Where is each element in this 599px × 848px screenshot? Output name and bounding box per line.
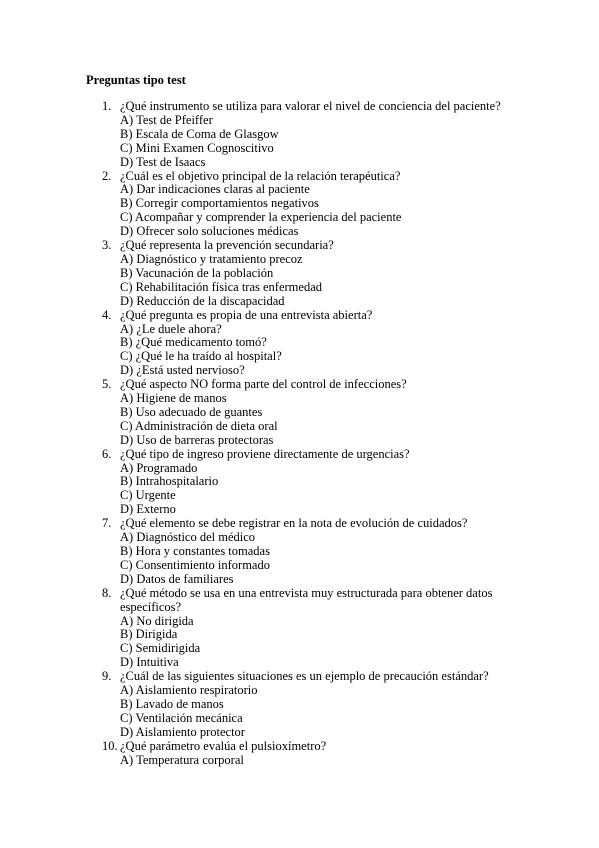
question-number: 6. [102,446,112,461]
option-b: B) Corregir comportamientos negativos [120,196,319,211]
option-b: B) Escala de Coma de Glasgow [120,126,279,141]
question-text: ¿Qué pregunta es propia de una entrevista abierta? [120,307,373,322]
question-number: 5. [102,377,112,392]
option-c: C) Rehabilitación física tras enfermedad [120,279,323,294]
option-b: B) Uso adecuado de guantes [120,404,263,419]
option-a: A) Diagnóstico del médico [120,530,256,545]
option-b: B) Lavado de manos [120,696,224,711]
option-d: D) Uso de barreras protectoras [120,432,274,447]
question-number: 2. [102,168,112,183]
question-number: 3. [102,238,112,253]
option-a: A) No dirigida [120,613,194,628]
option-d: D) Datos de familiares [120,571,234,586]
question-stem [102,100,542,114]
question-text: ¿Qué elemento se debe registrar en la nota de evolución de cuidados? [120,516,468,531]
option-a: A) Temperatura corporal [120,752,244,767]
question-number: 8. [102,585,112,600]
option-c: C) ¿Qué le ha traído al hospital? [120,349,282,364]
question-list [102,100,542,768]
question-text: ¿Qué aspecto NO forma parte del control de infecciones? [120,377,407,392]
question-stem [102,239,542,253]
option-b: B) Hora y constantes tomadas [120,544,270,558]
question-2 [102,170,542,240]
question-text: ¿Qué representa la prevención secundaria? [120,238,334,253]
question-number: 4. [102,307,112,322]
option-a: A) Dar indicaciones claras al paciente [120,182,310,197]
question-1 [102,100,542,170]
option-d: D) Ofrecer solo soluciones médicas [120,224,299,239]
option-c: C) Urgente [120,488,176,503]
option-c: C) Acompañar y comprender la experiencia del paciente [120,210,402,225]
question-9 [102,670,542,740]
option-a: A) Higiene de manos [120,391,227,406]
option-d: D) Intuitiva [120,655,179,670]
question-5 [102,378,542,448]
option-c: C) Administración de dieta oral [120,418,278,433]
question-number: 7. [102,516,112,531]
question-stem [102,170,542,184]
question-stem [102,740,542,754]
question-stem [102,670,542,684]
question-text: ¿Qué método se usa en una entrevista muy estructurada para obtener datos específicos? [120,585,493,614]
question-4 [102,309,542,379]
question-number: 9. [102,669,112,684]
question-text: ¿Qué tipo de ingreso proviene directamente de urgencias? [120,446,410,461]
question-number: 1. [102,99,112,113]
option-d: D) ¿Está usted nervioso? [120,363,245,378]
page-title: Preguntas tipo test [86,73,186,87]
option-c: C) Semidirigida [120,641,201,656]
question-6 [102,448,542,518]
option-a: A) Diagnóstico y tratamiento precoz [120,251,303,266]
option-b: B) ¿Qué medicamento tomó? [120,335,267,350]
question-text: ¿Cuál es el objetivo principal de la relación terapéutica? [120,168,401,183]
question-7 [102,517,542,587]
option-a: A) Aislamiento respiratorio [120,683,258,698]
question-stem [102,378,542,392]
question-stem [102,448,542,462]
question-stem [102,517,542,531]
question-number: 10. [102,738,118,753]
option-d: D) Externo [120,502,176,517]
option-d: D) Aislamiento protector [120,724,245,739]
option-b: B) Dirigida [120,627,178,642]
option-c: C) Mini Examen Cognoscitivo [120,140,274,155]
question-10 [102,740,542,768]
option-b: B) Intrahospitalario [120,474,219,489]
question-text: ¿Cuál de las siguientes situaciones es un ejemplo de precaución estándar? [120,669,489,684]
question-stem [102,309,542,323]
option-d: D) Test de Isaacs [120,154,206,169]
option-a: A) Programado [120,460,198,475]
option-c: C) Ventilación mecánica [120,710,243,725]
option-b: B) Vacunación de la población [120,265,274,280]
question-text: ¿Qué parámetro evalúa el pulsioxímetro? [120,738,327,753]
question-3 [102,239,542,309]
option-c: C) Consentimiento informado [120,557,270,572]
question-text: ¿Qué instrumento se utiliza para valorar el nivel de conciencia del paciente? [120,99,501,113]
option-a: A) ¿Le duele ahora? [120,321,222,336]
option-a: A) Test de Pfeiffer [120,112,213,127]
option-d: D) Reducción de la discapacidad [120,293,285,308]
question-stem [102,587,542,615]
question-8 [102,587,542,670]
